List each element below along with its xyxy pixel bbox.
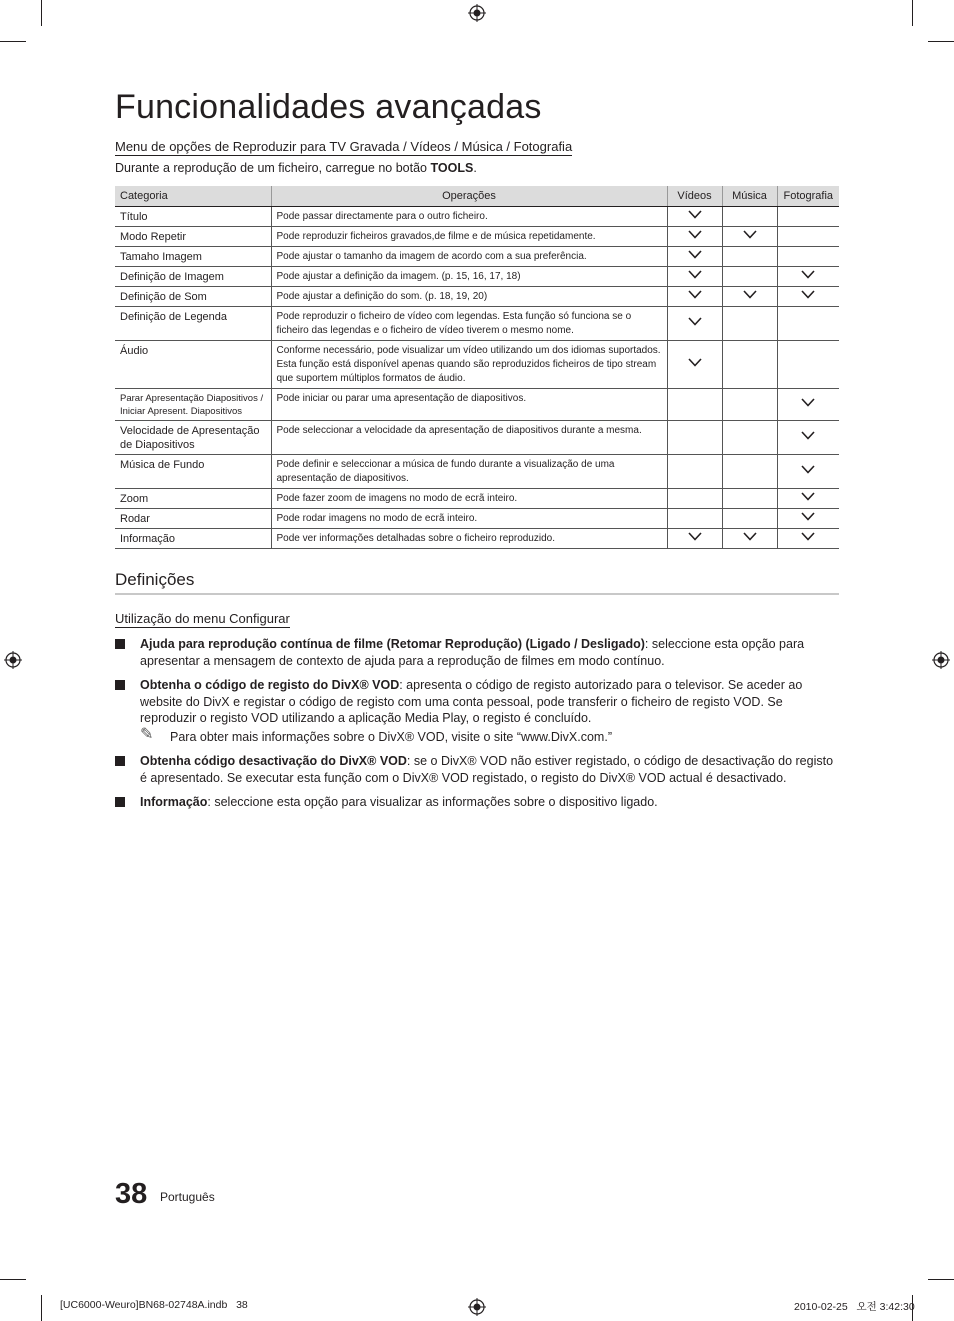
music-support-cell (722, 306, 777, 340)
category-cell: Definição de Som (115, 286, 271, 306)
photo-support-cell (777, 306, 839, 340)
category-cell: Áudio (115, 340, 271, 388)
table-row (115, 528, 839, 548)
videos-support-cell (667, 528, 722, 548)
check-icon (688, 317, 702, 329)
bullet-square-icon (115, 797, 125, 807)
table-body (115, 206, 839, 548)
music-support-cell (722, 528, 777, 548)
videos-support-cell (667, 226, 722, 246)
category-cell: Música de Fundo (115, 454, 271, 488)
table-row (115, 454, 839, 488)
operation-cell: Pode definir e seleccionar a música de fundo durante a visualização de uma apresentação de diapositivos. (271, 454, 667, 488)
operation-cell: Pode passar directamente para o outro ficheiro. (271, 206, 667, 226)
operation-cell: Pode reproduzir o ficheiro de vídeo com legendas. Esta função só funciona se o ficheiro das legendas e o ficheiro de vídeo tiverem o mesmo nome. (271, 306, 667, 340)
music-support-cell (722, 286, 777, 306)
table-row (115, 420, 839, 454)
col-header-videos: Vídeos (667, 186, 722, 206)
crop-mark (41, 0, 42, 26)
videos-support-cell (667, 508, 722, 528)
table-row (115, 286, 839, 306)
photo-support-cell (777, 226, 839, 246)
videos-support-cell (667, 488, 722, 508)
check-icon (688, 290, 702, 302)
item-text: : seleccione esta opção para apresentar a mensagem de contexto de ajuda para a reprodução de filmes em modo contínuo. (140, 637, 805, 668)
category-cell: Modo Repetir (115, 226, 271, 246)
registration-mark-icon (468, 4, 486, 22)
category-cell: Definição de Legenda (115, 306, 271, 340)
music-support-cell (722, 206, 777, 226)
print-file-info: [UC6000-Weuro]BN68-02748A.indb 38 (60, 1299, 248, 1311)
definicoes-list (115, 636, 835, 819)
check-icon (801, 465, 815, 477)
category-cell: Informação (115, 528, 271, 548)
music-support-cell (722, 226, 777, 246)
videos-support-cell (667, 266, 722, 286)
music-support-cell (722, 420, 777, 454)
item-text: : seleccione esta opção para visualizar as informações sobre o dispositivo ligado. (207, 795, 658, 809)
print-date-info: 2010-02-25 오전 3:42:30 (794, 1301, 915, 1313)
operation-cell: Pode ver informações detalhadas sobre o ficheiro reproduzido. (271, 528, 667, 548)
photo-support-cell (777, 286, 839, 306)
photo-support-cell (777, 340, 839, 388)
videos-support-cell (667, 246, 722, 266)
check-icon (801, 492, 815, 504)
category-cell: Título (115, 206, 271, 226)
pencil-note-icon: ✎ (140, 725, 154, 743)
photo-support-cell (777, 454, 839, 488)
category-cell: Velocidade de Apresentação de Diapositivos (115, 420, 271, 454)
table-row (115, 206, 839, 226)
music-support-cell (722, 266, 777, 286)
col-header-operations: Operações (271, 186, 667, 206)
photo-support-cell (777, 420, 839, 454)
crop-mark (0, 41, 26, 42)
operation-cell: Pode iniciar ou parar uma apresentação de diapositivos. (271, 388, 667, 420)
definicoes-heading: Definições (115, 570, 839, 595)
item-title: Ajuda para reprodução contínua de filme (Retomar Reprodução) (Ligado / Desligado) (140, 637, 645, 651)
list-item (115, 794, 835, 811)
operation-cell: Pode ajustar a definição do som. (p. 18, 19, 20) (271, 286, 667, 306)
operation-cell: Conforme necessário, pode visualizar um vídeo utilizando um dos idiomas suportados. Esta função está disponível apenas quando são reproduzidos ficheiros de tipo stream que suportem múltiplos formatos de áudio. (271, 340, 667, 388)
note-text: Para obter mais informações sobre o DivX® VOD, visite o site “www.DivX.com.” (170, 729, 612, 744)
options-table (115, 186, 839, 549)
crop-mark (0, 1279, 26, 1280)
operation-cell: Pode reproduzir ficheiros gravados,de filme e de música repetidamente. (271, 226, 667, 246)
photo-support-cell (777, 388, 839, 420)
crop-mark (912, 0, 913, 26)
table-row (115, 246, 839, 266)
check-icon (801, 512, 815, 524)
check-icon (801, 398, 815, 410)
check-icon (688, 210, 702, 222)
operation-cell: Pode fazer zoom de imagens no modo de ecrã inteiro. (271, 488, 667, 508)
videos-support-cell (667, 286, 722, 306)
table-row (115, 266, 839, 286)
list-item (115, 677, 835, 727)
music-support-cell (722, 454, 777, 488)
registration-mark-icon (4, 651, 22, 669)
page-number: 38 (115, 1178, 148, 1210)
bullet-square-icon (115, 756, 125, 766)
col-header-music: Música (722, 186, 777, 206)
check-icon (743, 532, 757, 544)
item-text: : apresenta o código de registo autorizado para o televisor. Se aceder ao website do DivX e registar o código de registo com uma conta pessoal, pode transferir o ficheiro de registo VOD. Se reproduzir o registo VOD utilizando a aplicação Media Play, o registo é concluído. (140, 678, 803, 725)
photo-support-cell (777, 206, 839, 226)
registration-mark-icon (932, 651, 950, 669)
photo-support-cell (777, 488, 839, 508)
check-icon (743, 230, 757, 242)
check-icon (688, 532, 702, 544)
table-row (115, 306, 839, 340)
check-icon (688, 250, 702, 262)
note (115, 725, 835, 746)
section-heading: Menu de opções de Reproduzir para TV Gravada / Vídeos / Música / Fotografia (115, 139, 573, 154)
check-icon (743, 290, 757, 302)
definicoes-subheading: Utilização do menu Configurar (115, 611, 290, 626)
photo-support-cell (777, 266, 839, 286)
check-icon (801, 270, 815, 282)
table-row (115, 340, 839, 388)
list-item (115, 753, 835, 786)
language-label: Português (160, 1190, 215, 1204)
photo-support-cell (777, 528, 839, 548)
videos-support-cell (667, 306, 722, 340)
table-header-row (115, 186, 839, 206)
music-support-cell (722, 388, 777, 420)
item-text: : se o DivX® VOD não estiver registado, o código de desactivação do registo é apresentado. Se executar esta função com o DivX® VOD registado, o registo do DivX® VOD actual é desactivado. (140, 754, 834, 785)
photo-support-cell (777, 508, 839, 528)
table-row (115, 488, 839, 508)
videos-support-cell (667, 388, 722, 420)
table-row (115, 388, 839, 420)
check-icon (801, 532, 815, 544)
videos-support-cell (667, 340, 722, 388)
check-icon (688, 270, 702, 282)
item-title: Informação (140, 795, 208, 809)
music-support-cell (722, 508, 777, 528)
list-item (115, 636, 835, 669)
crop-mark (41, 1295, 42, 1321)
crop-mark (928, 41, 954, 42)
check-icon (801, 290, 815, 302)
videos-support-cell (667, 206, 722, 226)
check-icon (688, 358, 702, 370)
category-cell: Definição de Imagem (115, 266, 271, 286)
page-title: Funcionalidades avançadas (115, 88, 542, 126)
videos-support-cell (667, 420, 722, 454)
music-support-cell (722, 246, 777, 266)
tools-button-label: TOOLS (430, 161, 474, 175)
table-row (115, 508, 839, 528)
registration-mark-icon (468, 1298, 486, 1316)
category-cell: Parar Apresentação Diapositivos / Iniciar Apresent. Diapositivos (115, 388, 271, 420)
category-cell: Zoom (115, 488, 271, 508)
bullet-square-icon (115, 680, 125, 690)
bullet-square-icon (115, 639, 125, 649)
music-support-cell (722, 488, 777, 508)
operation-cell: Pode seleccionar a velocidade da apresentação de diapositivos durante a mesma. (271, 420, 667, 454)
table-row (115, 226, 839, 246)
check-icon (801, 431, 815, 443)
col-header-photo: Fotografia (777, 186, 839, 206)
operation-cell: Pode ajustar a definição da imagem. (p. 15, 16, 17, 18) (271, 266, 667, 286)
col-header-category: Categoria (115, 186, 271, 206)
videos-support-cell (667, 454, 722, 488)
check-icon (688, 230, 702, 242)
category-cell: Rodar (115, 508, 271, 528)
crop-mark (928, 1279, 954, 1280)
item-title: Obtenha código desactivação do DivX® VOD (140, 754, 407, 768)
operation-cell: Pode rodar imagens no modo de ecrã inteiro. (271, 508, 667, 528)
operation-cell: Pode ajustar o tamanho da imagem de acordo com a sua preferência. (271, 246, 667, 266)
photo-support-cell (777, 246, 839, 266)
music-support-cell (722, 340, 777, 388)
category-cell: Tamaho Imagem (115, 246, 271, 266)
intro-text: Durante a reprodução de um ficheiro, carregue no botão TOOLS. (115, 161, 477, 175)
item-title: Obtenha o código de registo do DivX® VOD (140, 678, 400, 692)
